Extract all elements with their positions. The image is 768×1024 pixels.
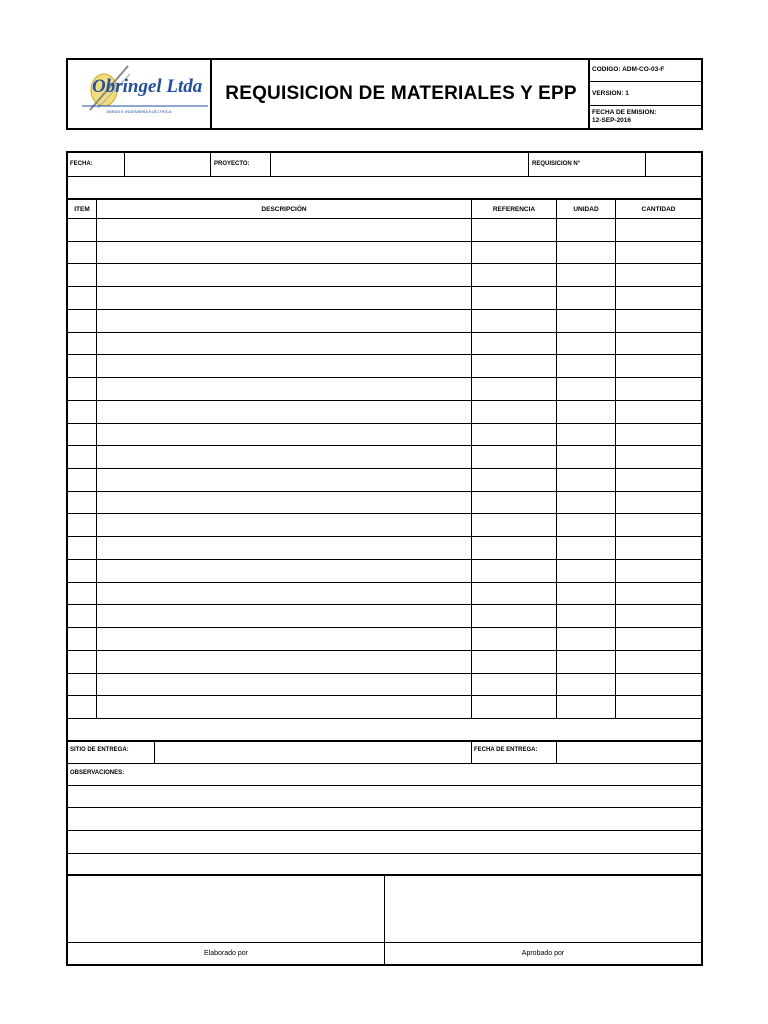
- table-row: [68, 424, 701, 446]
- requisition-form: [66, 151, 703, 966]
- table-cell[interactable]: [472, 378, 556, 400]
- form-header: [66, 58, 703, 130]
- table-cell[interactable]: [557, 651, 615, 673]
- col-item-header: ITEM: [74, 206, 90, 213]
- codigo-text: CODIGO: ADM-CO-03-F: [590, 60, 703, 82]
- table-cell[interactable]: [472, 696, 556, 718]
- table-cell[interactable]: [97, 242, 471, 264]
- table-cell[interactable]: [616, 446, 701, 468]
- table-cell[interactable]: [557, 424, 615, 446]
- proyecto-field[interactable]: [271, 153, 528, 176]
- table-cell[interactable]: [472, 287, 556, 309]
- table-cell[interactable]: [97, 378, 471, 400]
- table-cell[interactable]: [616, 219, 701, 241]
- table-row: [68, 492, 701, 514]
- table-row: [68, 560, 701, 582]
- requisicion-number-field[interactable]: [646, 153, 701, 176]
- table-row: [68, 514, 701, 536]
- table-cell[interactable]: [68, 424, 96, 446]
- table-cell[interactable]: [68, 628, 96, 650]
- table-row: [68, 378, 701, 400]
- table-cell[interactable]: [557, 492, 615, 514]
- table-cell[interactable]: [68, 242, 96, 264]
- table-cell[interactable]: [557, 696, 615, 718]
- table-cell[interactable]: [557, 242, 615, 264]
- table-cell[interactable]: [616, 242, 701, 264]
- table-cell[interactable]: [557, 378, 615, 400]
- sitio-entrega-label: SITIO DE ENTREGA:: [70, 747, 129, 753]
- aprobado-label: Aprobado por: [521, 950, 565, 957]
- table-cell[interactable]: [97, 628, 471, 650]
- table-cell[interactable]: [616, 469, 701, 491]
- col-referencia-header: REFERENCIA: [492, 206, 536, 213]
- table-cell[interactable]: [472, 242, 556, 264]
- table-row: [68, 696, 701, 718]
- table-cell[interactable]: [68, 446, 96, 468]
- table-cell[interactable]: [472, 514, 556, 536]
- table-cell[interactable]: [557, 514, 615, 536]
- table-cell[interactable]: [68, 492, 96, 514]
- table-cell[interactable]: [97, 469, 471, 491]
- observaciones-line[interactable]: [68, 831, 701, 853]
- table-cell[interactable]: [557, 333, 615, 355]
- table-cell[interactable]: [97, 424, 471, 446]
- table-cell[interactable]: [472, 401, 556, 423]
- table-cell[interactable]: [557, 355, 615, 377]
- table-cell[interactable]: [472, 424, 556, 446]
- table-cell[interactable]: [472, 537, 556, 559]
- table-cell[interactable]: [97, 310, 471, 332]
- table-cell[interactable]: [616, 651, 701, 673]
- fecha-field[interactable]: [125, 153, 210, 176]
- col-cantidad-header: CANTIDAD: [641, 206, 676, 213]
- table-cell[interactable]: [616, 605, 701, 627]
- table-cell[interactable]: [616, 401, 701, 423]
- table-row: [68, 401, 701, 423]
- table-cell[interactable]: [557, 469, 615, 491]
- logo-name: Obringel Ltda: [92, 76, 203, 97]
- table-cell[interactable]: [97, 651, 471, 673]
- logo-tagline: OBRAS E INGENIERÍA ELÉCTRICA: [106, 109, 172, 114]
- observaciones-line[interactable]: [68, 786, 701, 807]
- table-row: [68, 264, 701, 286]
- company-logo: [68, 60, 212, 128]
- table-cell[interactable]: [616, 287, 701, 309]
- table-cell[interactable]: [616, 378, 701, 400]
- table-cell[interactable]: [557, 287, 615, 309]
- table-cell[interactable]: [68, 696, 96, 718]
- table-cell[interactable]: [472, 492, 556, 514]
- table-cell[interactable]: [97, 514, 471, 536]
- proyecto-label: PROYECTO:: [214, 161, 250, 167]
- table-cell[interactable]: [68, 378, 96, 400]
- fecha-emision-value: 12-SEP-2016: [592, 117, 632, 124]
- table-cell[interactable]: [557, 583, 615, 605]
- table-cell[interactable]: [97, 605, 471, 627]
- table-cell[interactable]: [472, 560, 556, 582]
- table-cell[interactable]: [68, 401, 96, 423]
- table-row: [68, 583, 701, 605]
- table-cell[interactable]: [616, 537, 701, 559]
- table-cell[interactable]: [472, 446, 556, 468]
- table-row: [68, 310, 701, 332]
- table-cell[interactable]: [68, 469, 96, 491]
- table-cell[interactable]: [68, 674, 96, 696]
- table-cell[interactable]: [97, 287, 471, 309]
- table-cell[interactable]: [616, 333, 701, 355]
- table-cell[interactable]: [616, 560, 701, 582]
- table-cell[interactable]: [97, 560, 471, 582]
- table-row: [68, 537, 701, 559]
- table-cell[interactable]: [557, 628, 615, 650]
- table-cell[interactable]: [68, 583, 96, 605]
- table-cell[interactable]: [68, 264, 96, 286]
- table-cell[interactable]: [557, 674, 615, 696]
- table-cell[interactable]: [97, 674, 471, 696]
- table-cell[interactable]: [97, 696, 471, 718]
- elaborado-label: Elaborado por: [204, 950, 248, 957]
- table-row: [68, 674, 701, 696]
- table-cell[interactable]: [557, 446, 615, 468]
- table-cell[interactable]: [68, 355, 96, 377]
- table-cell[interactable]: [97, 355, 471, 377]
- table-cell[interactable]: [97, 219, 471, 241]
- table-row: [68, 469, 701, 491]
- table-row: [68, 333, 701, 355]
- table-row: [68, 446, 701, 468]
- fecha-emision-label: FECHA DE EMISION:: [592, 109, 657, 116]
- table-row: [68, 219, 701, 241]
- table-cell[interactable]: [472, 674, 556, 696]
- table-cell[interactable]: [616, 583, 701, 605]
- table-cell[interactable]: [616, 674, 701, 696]
- observaciones-line[interactable]: [68, 808, 701, 830]
- table-row: [68, 355, 701, 377]
- table-cell[interactable]: [68, 605, 96, 627]
- table-cell[interactable]: [557, 310, 615, 332]
- table-cell[interactable]: [68, 333, 96, 355]
- table-cell[interactable]: [97, 537, 471, 559]
- fecha-entrega-field[interactable]: [557, 742, 701, 763]
- table-row: [68, 242, 701, 264]
- table-cell[interactable]: [97, 401, 471, 423]
- table-cell[interactable]: [97, 333, 471, 355]
- table-cell[interactable]: [616, 492, 701, 514]
- table-cell[interactable]: [68, 651, 96, 673]
- document-meta: [588, 60, 701, 128]
- table-cell[interactable]: [472, 583, 556, 605]
- table-cell[interactable]: [472, 264, 556, 286]
- table-cell[interactable]: [472, 355, 556, 377]
- table-row: [68, 287, 701, 309]
- table-cell[interactable]: [616, 696, 701, 718]
- table-cell[interactable]: [68, 537, 96, 559]
- page-title: REQUISICION DE MATERIALES Y EPP: [225, 83, 577, 104]
- table-cell[interactable]: [472, 219, 556, 241]
- table-cell[interactable]: [472, 605, 556, 627]
- table-cell[interactable]: [68, 310, 96, 332]
- col-unidad-header: UNIDAD: [573, 206, 599, 213]
- elaborado-signature-area[interactable]: [68, 876, 384, 942]
- table-cell[interactable]: [557, 537, 615, 559]
- table-cell[interactable]: [97, 583, 471, 605]
- fecha-label: FECHA:: [70, 161, 93, 167]
- table-cell[interactable]: [557, 401, 615, 423]
- table-cell[interactable]: [616, 310, 701, 332]
- table-cell[interactable]: [616, 424, 701, 446]
- table-cell[interactable]: [616, 355, 701, 377]
- fecha-emision: [590, 106, 703, 128]
- table-cell[interactable]: [68, 514, 96, 536]
- table-cell[interactable]: [97, 492, 471, 514]
- col-descripcion-header: DESCRIPCIÓN: [261, 206, 307, 213]
- table-cell[interactable]: [557, 264, 615, 286]
- table-cell[interactable]: [616, 514, 701, 536]
- table-cell[interactable]: [557, 219, 615, 241]
- table-cell[interactable]: [68, 219, 96, 241]
- table-cell[interactable]: [472, 651, 556, 673]
- sitio-entrega-field[interactable]: [155, 742, 471, 763]
- observaciones-label: OBSERVACIONES:: [70, 770, 125, 776]
- table-cell[interactable]: [616, 264, 701, 286]
- table-row: [68, 651, 701, 673]
- version-text: VERSION: 1: [590, 82, 703, 106]
- requisicion-label: REQUISICION N°: [532, 161, 581, 167]
- table-cell[interactable]: [557, 605, 615, 627]
- table-cell[interactable]: [97, 446, 471, 468]
- table-cell[interactable]: [68, 560, 96, 582]
- table-cell[interactable]: [68, 287, 96, 309]
- table-row: [68, 605, 701, 627]
- table-cell[interactable]: [557, 560, 615, 582]
- table-cell[interactable]: [472, 310, 556, 332]
- fecha-entrega-label: FECHA DE ENTREGA:: [474, 747, 538, 753]
- table-cell[interactable]: [472, 333, 556, 355]
- table-cell[interactable]: [616, 628, 701, 650]
- aprobado-signature-area[interactable]: [385, 876, 701, 942]
- table-cell[interactable]: [97, 264, 471, 286]
- table-cell[interactable]: [472, 628, 556, 650]
- table-row: [68, 628, 701, 650]
- table-cell[interactable]: [472, 469, 556, 491]
